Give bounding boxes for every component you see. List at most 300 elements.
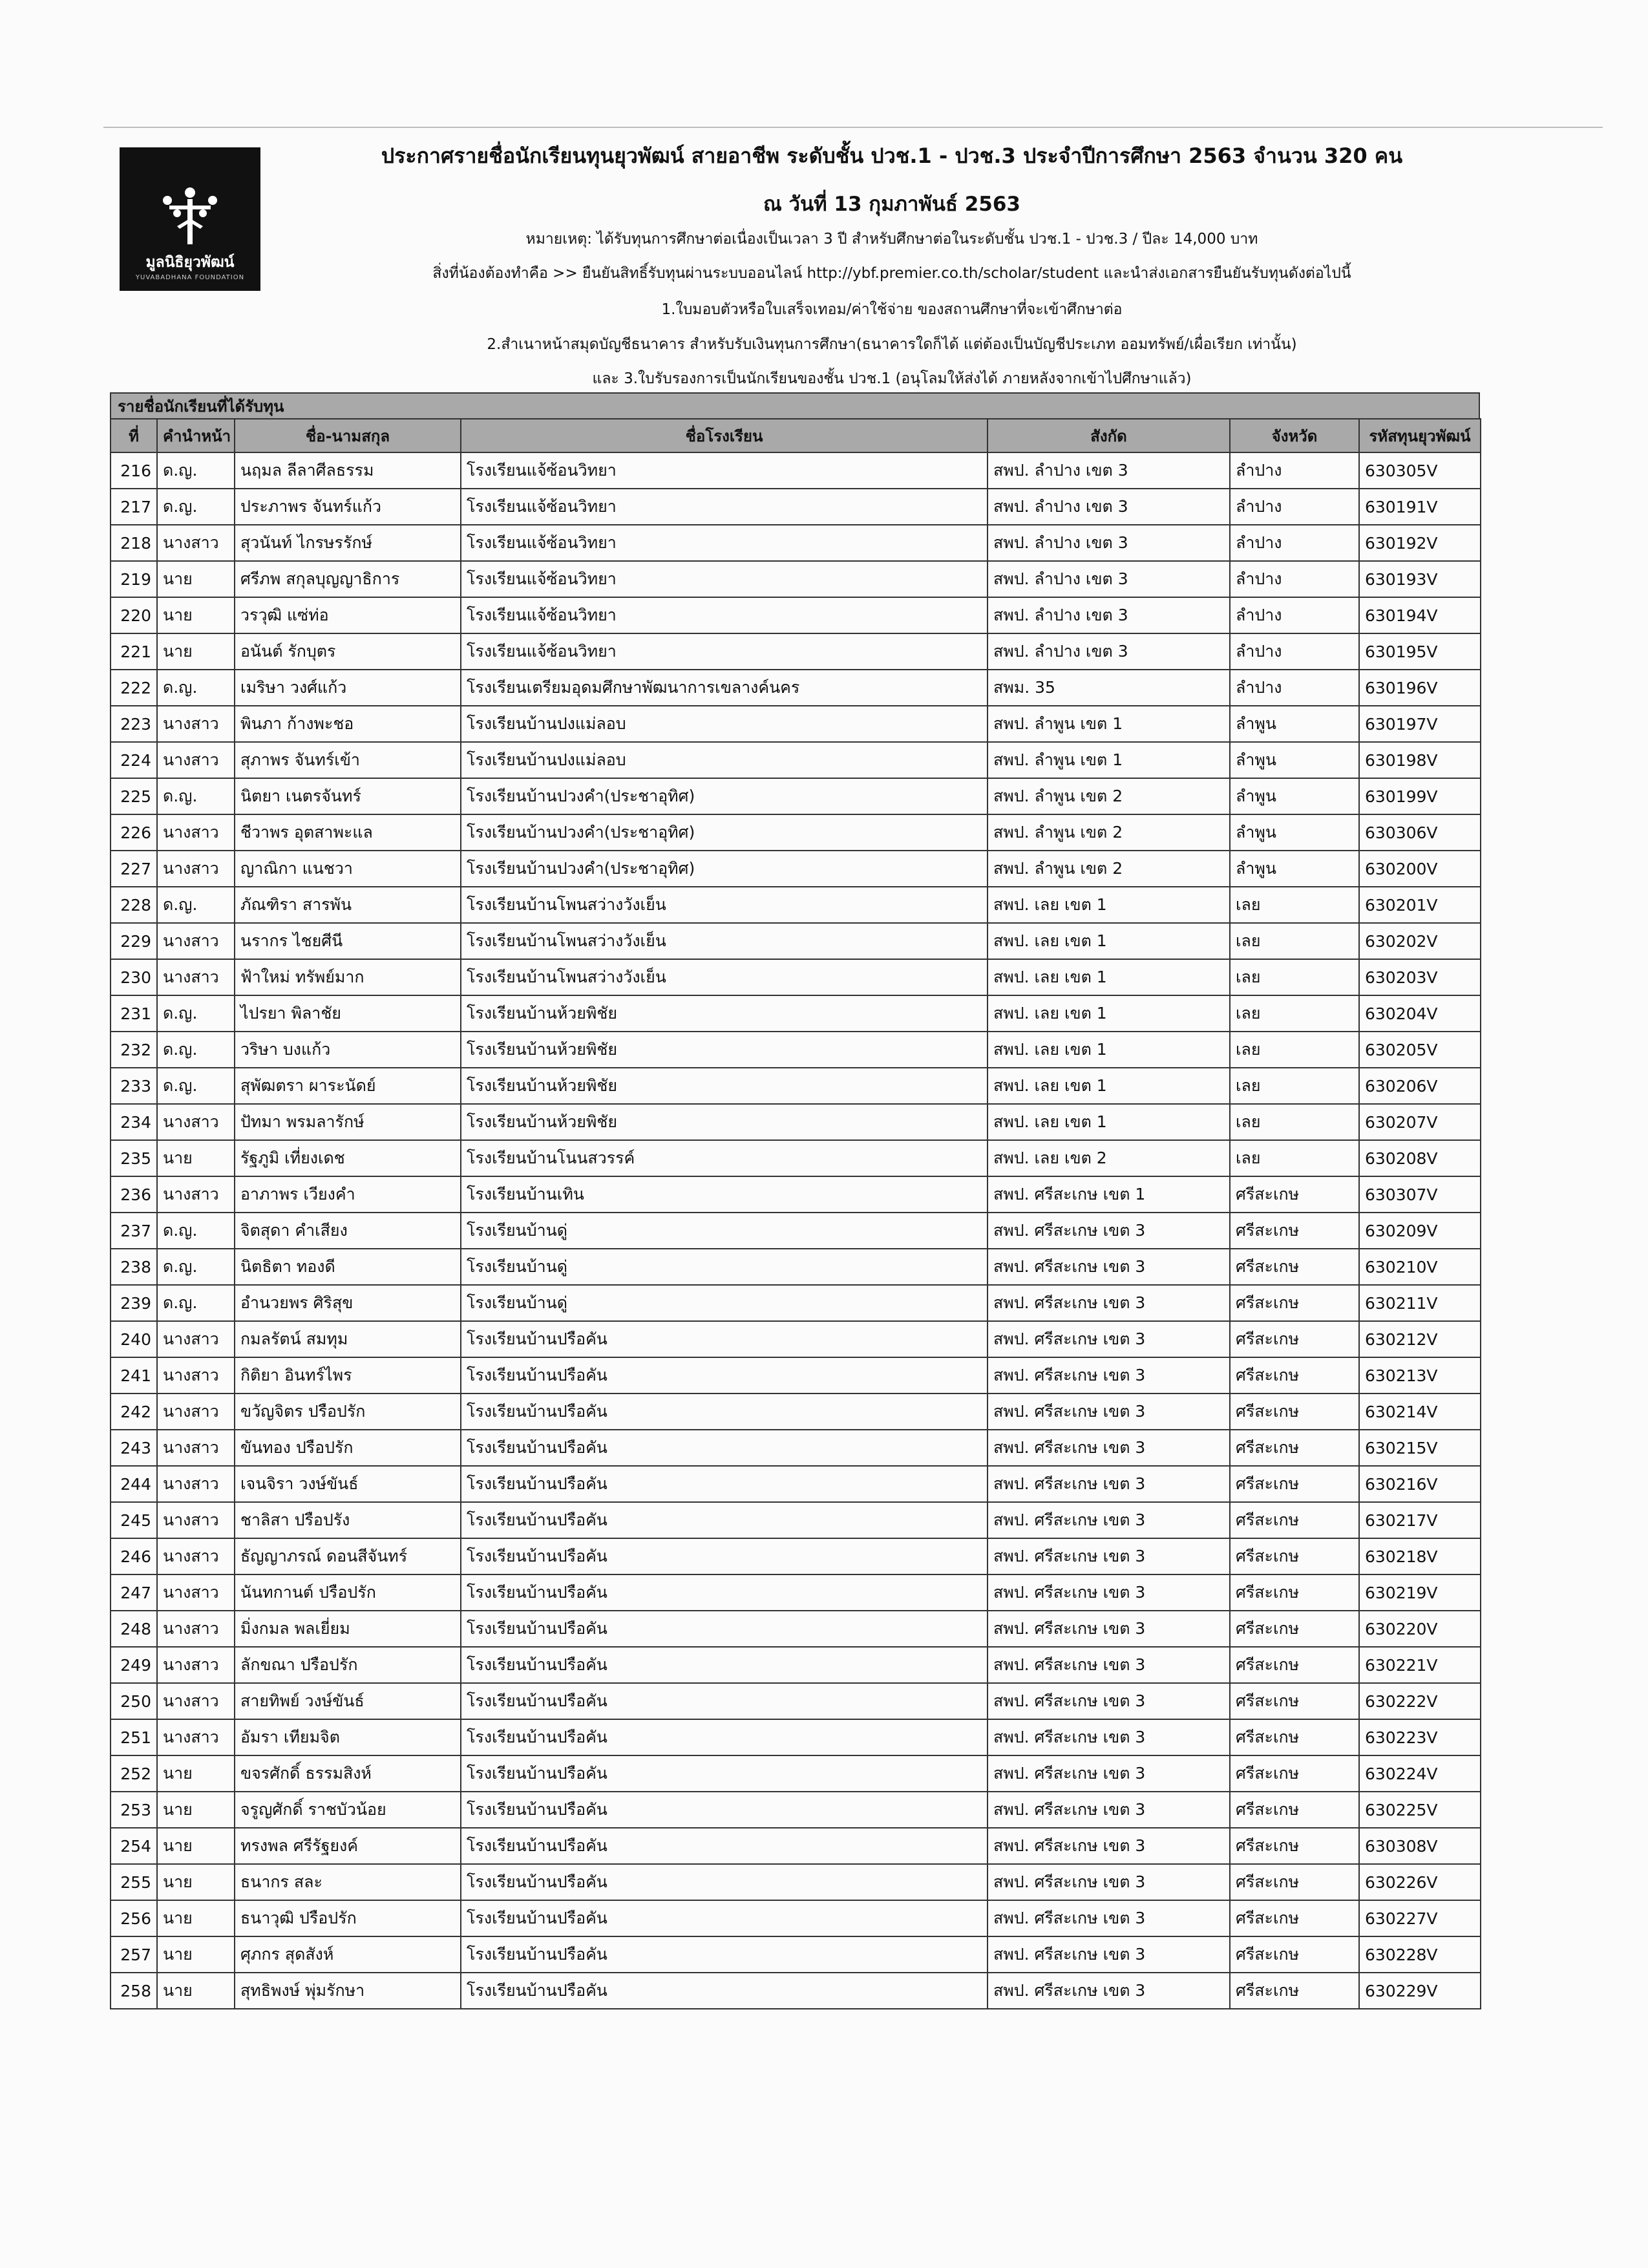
cell-code: 630194V — [1359, 597, 1481, 633]
cell-province: เลย — [1230, 959, 1359, 995]
cell-name: นิตธิตา ทองดี — [235, 1249, 461, 1285]
cell-name: ทรงพล ศรีรัฐยงค์ — [235, 1828, 461, 1864]
cell-province: ศรีสะเกษ — [1230, 1357, 1359, 1394]
cell-province: ศรีสะเกษ — [1230, 1502, 1359, 1538]
cell-affiliation: สพป. ศรีสะเกษ เขต 3 — [988, 1828, 1230, 1864]
cell-prefix: นาย — [157, 1900, 235, 1936]
cell-affiliation: สพป. ศรีสะเกษ เขต 3 — [988, 1466, 1230, 1502]
cell-school: โรงเรียนบ้านโพนสว่างวังเย็น — [461, 959, 988, 995]
cell-province: ลำปาง — [1230, 489, 1359, 525]
note-scholarship: หมายเหตุ: ได้รับทุนการศึกษาต่อเนื่องเป็นเวลา 3 ปี สำหรับศึกษาต่อในระดับชั้น ปวช.1 - ปวช.3 / ปีละ 14,000 บาท — [525, 231, 1258, 248]
cell-school: โรงเรียนแจ้ซ้อนวิทยา — [461, 489, 988, 525]
cell-school: โรงเรียนบ้านปรือคัน — [461, 1538, 988, 1574]
cell-prefix: นางสาว — [157, 1574, 235, 1611]
table-row — [111, 452, 1481, 489]
table-row — [111, 742, 1481, 778]
note-document-3: และ 3.ใบรับรองการเป็นนักเรียนของชั้น ปวช.1 (อนุโลมให้ส่งได้ ภายหลังจากเข้าไปศึกษาแล้ว) — [592, 370, 1192, 387]
cell-province: เลย — [1230, 887, 1359, 923]
cell-affiliation: สพป. ศรีสะเกษ เขต 3 — [988, 1864, 1230, 1900]
table-row — [111, 1213, 1481, 1249]
cell-province: ลำพูน — [1230, 742, 1359, 778]
cell-school: โรงเรียนบ้านดู่ — [461, 1285, 988, 1321]
cell-code: 630206V — [1359, 1068, 1481, 1104]
cell-province: ศรีสะเกษ — [1230, 1611, 1359, 1647]
cell-no: 217 — [111, 489, 157, 525]
cell-school: โรงเรียนบ้านปรือคัน — [461, 1430, 988, 1466]
cell-affiliation: สพป. ศรีสะเกษ เขต 3 — [988, 1973, 1230, 2009]
cell-no: 235 — [111, 1140, 157, 1176]
cell-no: 250 — [111, 1683, 157, 1719]
cell-code: 630199V — [1359, 778, 1481, 814]
cell-school: โรงเรียนบ้านห้วยพิชัย — [461, 1104, 988, 1140]
cell-affiliation: สพป. ศรีสะเกษ เขต 3 — [988, 1394, 1230, 1430]
cell-name: นิตยา เนตรจันทร์ — [235, 778, 461, 814]
cell-affiliation: สพป. ศรีสะเกษ เขต 3 — [988, 1213, 1230, 1249]
table-row — [111, 633, 1481, 670]
cell-school: โรงเรียนบ้านปรือคัน — [461, 1973, 988, 2009]
cell-no: 226 — [111, 814, 157, 851]
page-top-rule — [103, 127, 1603, 128]
cell-school: โรงเรียนบ้านปรือคัน — [461, 1792, 988, 1828]
cell-code: 630307V — [1359, 1176, 1481, 1213]
cell-prefix: นางสาว — [157, 1104, 235, 1140]
cell-affiliation: สพป. ศรีสะเกษ เขต 1 — [988, 1176, 1230, 1213]
cell-school: โรงเรียนแจ้ซ้อนวิทยา — [461, 452, 988, 489]
cell-name: ขันทอง ปรือปรัก — [235, 1430, 461, 1466]
foundation-logo — [120, 147, 260, 291]
cell-affiliation: สพป. ศรีสะเกษ เขต 3 — [988, 1647, 1230, 1683]
cell-code: 630306V — [1359, 814, 1481, 851]
cell-code: 630207V — [1359, 1104, 1481, 1140]
cell-no: 222 — [111, 670, 157, 706]
cell-school: โรงเรียนบ้านปรือคัน — [461, 1900, 988, 1936]
cell-affiliation: สพป. เลย เขต 1 — [988, 1104, 1230, 1140]
cell-province: เลย — [1230, 1104, 1359, 1140]
cell-affiliation: สพป. ศรีสะเกษ เขต 3 — [988, 1285, 1230, 1321]
cell-code: 630209V — [1359, 1213, 1481, 1249]
cell-prefix: ด.ญ. — [157, 887, 235, 923]
cell-name: รัฐภูมิ เที่ยงเดช — [235, 1140, 461, 1176]
cell-no: 244 — [111, 1466, 157, 1502]
cell-prefix: นางสาว — [157, 1719, 235, 1755]
cell-affiliation: สพป. ลำพูน เขต 1 — [988, 742, 1230, 778]
cell-school: โรงเรียนเตรียมอุดมศึกษาพัฒนาการเขลางค์นคร — [461, 670, 988, 706]
cell-name: ลักขณา ปรือปรัก — [235, 1647, 461, 1683]
logo-english-name: YUVABADHANA FOUNDATION — [135, 274, 245, 281]
cell-affiliation: สพป. ศรีสะเกษ เขต 3 — [988, 1430, 1230, 1466]
cell-name: มิ่งกมล พลเยี่ยม — [235, 1611, 461, 1647]
cell-name: ขวัญจิตร ปรือปรัก — [235, 1394, 461, 1430]
cell-affiliation: สพป. ลำปาง เขต 3 — [988, 525, 1230, 561]
cell-no: 245 — [111, 1502, 157, 1538]
table-row — [111, 1357, 1481, 1394]
cell-code: 630202V — [1359, 923, 1481, 959]
cell-code: 630225V — [1359, 1792, 1481, 1828]
cell-affiliation: สพป. ศรีสะเกษ เขต 3 — [988, 1683, 1230, 1719]
cell-prefix: นาย — [157, 1140, 235, 1176]
cell-prefix: นาย — [157, 1973, 235, 2009]
table-row — [111, 995, 1481, 1032]
cell-name: ธนากร สละ — [235, 1864, 461, 1900]
cell-prefix: นางสาว — [157, 1176, 235, 1213]
cell-prefix: นาย — [157, 1828, 235, 1864]
cell-affiliation: สพป. ลำพูน เขต 2 — [988, 814, 1230, 851]
cell-name: จรูญศักดิ์ ราชบัวน้อย — [235, 1792, 461, 1828]
cell-prefix: นางสาว — [157, 742, 235, 778]
cell-code: 630211V — [1359, 1285, 1481, 1321]
cell-school: โรงเรียนแจ้ซ้อนวิทยา — [461, 561, 988, 597]
cell-no: 238 — [111, 1249, 157, 1285]
cell-prefix: นางสาว — [157, 525, 235, 561]
table-row — [111, 1647, 1481, 1683]
cell-name: จิตสุดา คำเสียง — [235, 1213, 461, 1249]
cell-affiliation: สพป. ศรีสะเกษ เขต 3 — [988, 1611, 1230, 1647]
cell-name: นันทกานต์ ปรือปรัก — [235, 1574, 461, 1611]
cell-name: อัมรา เทียมจิต — [235, 1719, 461, 1755]
cell-code: 630229V — [1359, 1973, 1481, 2009]
cell-province: ลำปาง — [1230, 670, 1359, 706]
cell-name: เมริษา วงศ์แก้ว — [235, 670, 461, 706]
cell-name: อนันต์ รักบุตร — [235, 633, 461, 670]
cell-school: โรงเรียนบ้านปรือคัน — [461, 1864, 988, 1900]
table-row — [111, 1683, 1481, 1719]
cell-affiliation: สพป. ศรีสะเกษ เขต 3 — [988, 1249, 1230, 1285]
cell-province: ลำปาง — [1230, 561, 1359, 597]
cell-school: โรงเรียนบ้านดู่ — [461, 1249, 988, 1285]
cell-affiliation: สพป. ศรีสะเกษ เขต 3 — [988, 1792, 1230, 1828]
cell-no: 220 — [111, 597, 157, 633]
cell-code: 630212V — [1359, 1321, 1481, 1357]
table-row — [111, 1864, 1481, 1900]
table-row — [111, 1502, 1481, 1538]
cell-prefix: นางสาว — [157, 1466, 235, 1502]
cell-province: ลำพูน — [1230, 778, 1359, 814]
cell-prefix: ด.ญ. — [157, 778, 235, 814]
col-header-name: ชื่อ-นามสกุล — [235, 419, 461, 452]
table-row — [111, 1574, 1481, 1611]
table-row — [111, 561, 1481, 597]
table-row — [111, 1828, 1481, 1864]
cell-name: ธัญญาภรณ์ ดอนสีจันทร์ — [235, 1538, 461, 1574]
cell-school: โรงเรียนบ้านปวงคำ(ประชาอุทิศ) — [461, 778, 988, 814]
table-row — [111, 1936, 1481, 1973]
cell-affiliation: สพป. เลย เขต 2 — [988, 1140, 1230, 1176]
cell-prefix: ด.ญ. — [157, 1285, 235, 1321]
cell-code: 630214V — [1359, 1394, 1481, 1430]
cell-name: นรากร ไชยศีนี — [235, 923, 461, 959]
cell-affiliation: สพป. เลย เขต 1 — [988, 959, 1230, 995]
cell-affiliation: สพป. ศรีสะเกษ เขต 3 — [988, 1936, 1230, 1973]
cell-affiliation: สพป. เลย เขต 1 — [988, 887, 1230, 923]
cell-name: ประภาพร จันทร์แก้ว — [235, 489, 461, 525]
cell-name: ฟ้าใหม่ ทรัพย์มาก — [235, 959, 461, 995]
cell-affiliation: สพป. ศรีสะเกษ เขต 3 — [988, 1538, 1230, 1574]
cell-name: นฤมล ลีลาศีลธรรม — [235, 452, 461, 489]
cell-code: 630201V — [1359, 887, 1481, 923]
cell-province: ศรีสะเกษ — [1230, 1719, 1359, 1755]
table-row — [111, 1755, 1481, 1792]
table-row — [111, 1321, 1481, 1357]
section-title: รายชื่อนักเรียนที่ได้รับทุน — [110, 392, 1480, 418]
cell-no: 253 — [111, 1792, 157, 1828]
cell-no: 256 — [111, 1900, 157, 1936]
cell-no: 251 — [111, 1719, 157, 1755]
cell-school: โรงเรียนบ้านปรือคัน — [461, 1357, 988, 1394]
cell-code: 630195V — [1359, 633, 1481, 670]
table-row — [111, 1973, 1481, 2009]
cell-code: 630193V — [1359, 561, 1481, 597]
cell-province: ศรีสะเกษ — [1230, 1828, 1359, 1864]
col-header-prefix: คำนำหน้า — [157, 419, 235, 452]
cell-code: 630223V — [1359, 1719, 1481, 1755]
cell-name: อำนวยพร ศิริสุข — [235, 1285, 461, 1321]
cell-school: โรงเรียนบ้านปรือคัน — [461, 1611, 988, 1647]
table-row — [111, 1249, 1481, 1285]
cell-affiliation: สพป. ศรีสะเกษ เขต 3 — [988, 1321, 1230, 1357]
cell-code: 630228V — [1359, 1936, 1481, 1973]
cell-name: ชีวาพร อุตสาพะแล — [235, 814, 461, 851]
table-body — [111, 452, 1481, 2009]
table-row — [111, 1394, 1481, 1430]
cell-prefix: นางสาว — [157, 1357, 235, 1394]
cell-school: โรงเรียนแจ้ซ้อนวิทยา — [461, 597, 988, 633]
cell-affiliation: สพป. ศรีสะเกษ เขต 3 — [988, 1357, 1230, 1394]
cell-no: 241 — [111, 1357, 157, 1394]
cell-no: 221 — [111, 633, 157, 670]
cell-prefix: ด.ญ. — [157, 1249, 235, 1285]
cell-prefix: นาย — [157, 1792, 235, 1828]
cell-name: ชาลิสา ปรือปรัง — [235, 1502, 461, 1538]
cell-prefix: นางสาว — [157, 959, 235, 995]
cell-affiliation: สพป. ลำพูน เขต 2 — [988, 851, 1230, 887]
table-row — [111, 525, 1481, 561]
cell-no: 240 — [111, 1321, 157, 1357]
cell-code: 630200V — [1359, 851, 1481, 887]
cell-prefix: ด.ญ. — [157, 489, 235, 525]
cell-school: โรงเรียนบ้านปวงคำ(ประชาอุทิศ) — [461, 851, 988, 887]
cell-name: วรวุฒิ แซ่ท่อ — [235, 597, 461, 633]
note-document-2: 2.สำเนาหน้าสมุดบัญชีธนาคาร สำหรับรับเงินทุนการศึกษา(ธนาคารใดก็ได้ แต่ต้องเป็นบัญชีประเภท ออมทรัพย์/เผื่อเรียก เท่านั้น) — [487, 336, 1297, 353]
cell-province: ศรีสะเกษ — [1230, 1430, 1359, 1466]
cell-school: โรงเรียนบ้านปรือคัน — [461, 1394, 988, 1430]
cell-prefix: นางสาว — [157, 1430, 235, 1466]
cell-affiliation: สพป. ศรีสะเกษ เขต 3 — [988, 1574, 1230, 1611]
cell-code: 630198V — [1359, 742, 1481, 778]
cell-school: โรงเรียนบ้านปรือคัน — [461, 1828, 988, 1864]
cell-prefix: นางสาว — [157, 1647, 235, 1683]
recipients-table — [110, 418, 1481, 2009]
cell-province: ลำปาง — [1230, 452, 1359, 489]
cell-affiliation: สพป. ลำพูน เขต 2 — [988, 778, 1230, 814]
cell-school: โรงเรียนบ้านปรือคัน — [461, 1321, 988, 1357]
cell-no: 225 — [111, 778, 157, 814]
cell-province: ศรีสะเกษ — [1230, 1864, 1359, 1900]
table-row — [111, 1032, 1481, 1068]
cell-no: 224 — [111, 742, 157, 778]
cell-no: 252 — [111, 1755, 157, 1792]
cell-school: โรงเรียนบ้านปรือคัน — [461, 1683, 988, 1719]
cell-no: 237 — [111, 1213, 157, 1249]
cell-province: เลย — [1230, 995, 1359, 1032]
table-row — [111, 1068, 1481, 1104]
cell-code: 630220V — [1359, 1611, 1481, 1647]
cell-name: สุพัฒตรา ผาระนัดย์ — [235, 1068, 461, 1104]
cell-prefix: นาย — [157, 1864, 235, 1900]
table-row — [111, 1285, 1481, 1321]
cell-province: เลย — [1230, 1140, 1359, 1176]
col-header-school: ชื่อโรงเรียน — [461, 419, 988, 452]
cell-affiliation: สพป. ลำพูน เขต 1 — [988, 706, 1230, 742]
cell-name: สายทิพย์ วงษ์ขันธ์ — [235, 1683, 461, 1719]
cell-affiliation: สพป. เลย เขต 1 — [988, 1068, 1230, 1104]
cell-prefix: นาย — [157, 597, 235, 633]
cell-prefix: ด.ญ. — [157, 1032, 235, 1068]
cell-prefix: ด.ญ. — [157, 1068, 235, 1104]
tree-people-icon — [151, 186, 229, 248]
cell-province: เลย — [1230, 923, 1359, 959]
cell-province: ศรีสะเกษ — [1230, 1647, 1359, 1683]
table-row — [111, 1538, 1481, 1574]
cell-affiliation: สพป. ลำปาง เขต 3 — [988, 597, 1230, 633]
cell-school: โรงเรียนบ้านปรือคัน — [461, 1755, 988, 1792]
note-document-1: 1.ใบมอบตัวหรือใบเสร็จเทอม/ค่าใช้จ่าย ของสถานศึกษาที่จะเข้าศึกษาต่อ — [661, 301, 1123, 318]
col-header-affiliation: สังกัด — [988, 419, 1230, 452]
cell-province: ศรีสะเกษ — [1230, 1466, 1359, 1502]
cell-no: 218 — [111, 525, 157, 561]
cell-no: 230 — [111, 959, 157, 995]
logo-thai-name: มูลนิธิยุวพัฒน์ — [145, 254, 235, 271]
table-row — [111, 778, 1481, 814]
cell-code: 630213V — [1359, 1357, 1481, 1394]
table-header-row — [111, 419, 1481, 452]
cell-school: โรงเรียนบ้านดู่ — [461, 1213, 988, 1249]
cell-no: 255 — [111, 1864, 157, 1900]
cell-affiliation: สพป. ลำปาง เขต 3 — [988, 489, 1230, 525]
cell-name: วริษา บงแก้ว — [235, 1032, 461, 1068]
table-row — [111, 670, 1481, 706]
cell-code: 630203V — [1359, 959, 1481, 995]
cell-province: ศรีสะเกษ — [1230, 1394, 1359, 1430]
table-row — [111, 959, 1481, 995]
cell-school: โรงเรียนบ้านปงแม่ลอบ — [461, 742, 988, 778]
cell-no: 257 — [111, 1936, 157, 1973]
cell-name: ขจรศักดิ์ ธรรมสิงห์ — [235, 1755, 461, 1792]
cell-prefix: นาย — [157, 561, 235, 597]
cell-province: ลำปาง — [1230, 525, 1359, 561]
cell-no: 219 — [111, 561, 157, 597]
cell-prefix: นางสาว — [157, 1502, 235, 1538]
cell-province: ลำปาง — [1230, 633, 1359, 670]
cell-affiliation: สพป. ศรีสะเกษ เขต 3 — [988, 1502, 1230, 1538]
cell-no: 248 — [111, 1611, 157, 1647]
cell-name: ไปรยา พิลาชัย — [235, 995, 461, 1032]
cell-no: 228 — [111, 887, 157, 923]
cell-no: 232 — [111, 1032, 157, 1068]
cell-name: ปัทมา พรมลารักษ์ — [235, 1104, 461, 1140]
cell-school: โรงเรียนบ้านปงแม่ลอบ — [461, 706, 988, 742]
cell-school: โรงเรียนแจ้ซ้อนวิทยา — [461, 633, 988, 670]
cell-code: 630226V — [1359, 1864, 1481, 1900]
cell-affiliation: สพม. 35 — [988, 670, 1230, 706]
cell-no: 249 — [111, 1647, 157, 1683]
cell-province: ศรีสะเกษ — [1230, 1755, 1359, 1792]
cell-name: สุวนันท์ ไกรษรรักษ์ — [235, 525, 461, 561]
cell-school: โรงเรียนบ้านห้วยพิชัย — [461, 995, 988, 1032]
cell-prefix: ด.ญ. — [157, 452, 235, 489]
cell-province: ศรีสะเกษ — [1230, 1973, 1359, 2009]
cell-name: สุทธิพงษ์ พุ่มรักษา — [235, 1973, 461, 2009]
cell-province: เลย — [1230, 1032, 1359, 1068]
table-row — [111, 887, 1481, 923]
cell-name: สุภาพร จันทร์เข้า — [235, 742, 461, 778]
cell-province: ลำพูน — [1230, 706, 1359, 742]
cell-prefix: นาย — [157, 633, 235, 670]
cell-no: 231 — [111, 995, 157, 1032]
cell-no: 258 — [111, 1973, 157, 2009]
table-row — [111, 1466, 1481, 1502]
table-row — [111, 1176, 1481, 1213]
cell-province: ศรีสะเกษ — [1230, 1321, 1359, 1357]
cell-no: 242 — [111, 1394, 157, 1430]
cell-province: ลำพูน — [1230, 851, 1359, 887]
cell-no: 227 — [111, 851, 157, 887]
cell-no: 234 — [111, 1104, 157, 1140]
cell-name: ศุภกร สุดสังห์ — [235, 1936, 461, 1973]
cell-name: ศรีภพ สกุลบุญญาธิการ — [235, 561, 461, 597]
cell-prefix: ด.ญ. — [157, 995, 235, 1032]
cell-code: 630216V — [1359, 1466, 1481, 1502]
cell-prefix: ด.ญ. — [157, 670, 235, 706]
cell-code: 630210V — [1359, 1249, 1481, 1285]
cell-affiliation: สพป. ลำปาง เขต 3 — [988, 633, 1230, 670]
cell-name: กิติยา อินทร์ไพร — [235, 1357, 461, 1394]
table-row — [111, 923, 1481, 959]
table-row — [111, 489, 1481, 525]
col-header-no: ที่ — [111, 419, 157, 452]
cell-affiliation: สพป. ลำปาง เขต 3 — [988, 561, 1230, 597]
cell-name: เจนจิรา วงษ์ขันธ์ — [235, 1466, 461, 1502]
cell-no: 246 — [111, 1538, 157, 1574]
cell-school: โรงเรียนบ้านโนนสวรรค์ — [461, 1140, 988, 1176]
cell-affiliation: สพป. เลย เขต 1 — [988, 995, 1230, 1032]
cell-name: กมลรัตน์ สมทุม — [235, 1321, 461, 1357]
table-row — [111, 706, 1481, 742]
cell-school: โรงเรียนบ้านปวงคำ(ประชาอุทิศ) — [461, 814, 988, 851]
col-header-code: รหัสทุนยุวพัฒน์ — [1359, 419, 1481, 452]
cell-code: 630218V — [1359, 1538, 1481, 1574]
cell-prefix: นางสาว — [157, 1538, 235, 1574]
cell-school: โรงเรียนแจ้ซ้อนวิทยา — [461, 525, 988, 561]
cell-affiliation: สพป. เลย เขต 1 — [988, 923, 1230, 959]
cell-no: 223 — [111, 706, 157, 742]
cell-school: โรงเรียนบ้านห้วยพิชัย — [461, 1032, 988, 1068]
cell-province: ศรีสะเกษ — [1230, 1792, 1359, 1828]
cell-code: 630191V — [1359, 489, 1481, 525]
cell-province: เลย — [1230, 1068, 1359, 1104]
cell-code: 630215V — [1359, 1430, 1481, 1466]
cell-name: ญาณิกา แนชวา — [235, 851, 461, 887]
page-title: ประกาศรายชื่อนักเรียนทุนยุวพัฒน์ สายอาชีพ ระดับชั้น ปวช.1 - ปวช.3 ประจำปีการศึกษา 2563 จำนวน 320 คน — [381, 143, 1403, 168]
cell-affiliation: สพป. ศรีสะเกษ เขต 3 — [988, 1719, 1230, 1755]
cell-affiliation: สพป. ศรีสะเกษ เขต 3 — [988, 1900, 1230, 1936]
cell-code: 630197V — [1359, 706, 1481, 742]
cell-school: โรงเรียนบ้านปรือคัน — [461, 1574, 988, 1611]
cell-school: โรงเรียนบ้านเทิน — [461, 1176, 988, 1213]
table-row — [111, 1792, 1481, 1828]
table-row — [111, 1719, 1481, 1755]
table-row — [111, 1430, 1481, 1466]
cell-no: 233 — [111, 1068, 157, 1104]
